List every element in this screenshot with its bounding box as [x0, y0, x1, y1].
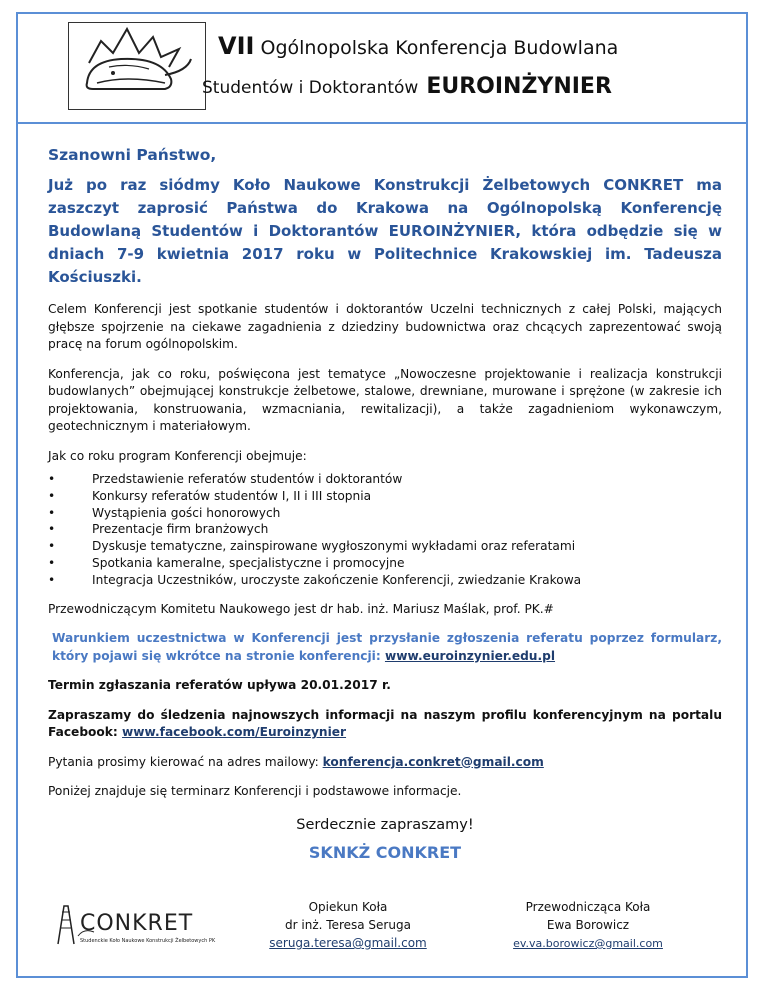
greeting: Szanowni Państwo,: [48, 146, 217, 164]
przewodniczaca-role: Przewodnicząca Koła: [525, 900, 651, 914]
list-item: • Wystąpienia gości honorowych: [48, 505, 722, 522]
program-intro: Jak co roku program Konferencji obejmuje:: [48, 448, 307, 463]
conkret-logo-subtext: Studenckie Koło Naukowe Konstrukcji Żelbetowych PK: [80, 938, 216, 944]
list-item: • Konkursy referatów studentów I, II i III stopnia: [48, 488, 722, 505]
list-item: • Integracja Uczestników, uroczyste zakończenie Konferencji, zwiedzanie Krakowa: [48, 572, 722, 589]
przewodniczaca-email-link[interactable]: ev.va.borowicz@gmail.com: [513, 937, 663, 950]
list-item: • Dyskusje tematyczne, zainspirowane wygłoszonymi wykładami oraz referatami: [48, 538, 722, 555]
participation-condition: Warunkiem uczestnictwa w Konferencji jest przysłanie zgłoszenia referatu poprzez formularz, który pojawi się wkrótce na stronie konferencji: www.euroinzynier.edu.pl: [52, 631, 722, 663]
header-divider: [16, 122, 748, 124]
closing-text: Serdecznie zapraszamy!: [296, 816, 474, 833]
opiekun-email-link[interactable]: seruga.teresa@gmail.com: [269, 936, 427, 950]
footer: [48, 898, 722, 968]
list-item: • Przedstawienie referatów studentów i doktorantów: [48, 471, 722, 488]
facebook-link[interactable]: www.facebook.com/Euroinzynier: [122, 725, 347, 740]
header: [18, 14, 746, 122]
conference-website-link[interactable]: www.euroinzynier.edu.pl: [384, 648, 556, 663]
list-item: • Spotkania kameralne, specjalistyczne i promocyjne: [48, 555, 722, 572]
program-list: [48, 471, 722, 589]
list-item: • Prezentacje firm branżowych: [48, 521, 722, 538]
theme-paragraph: Konferencja, jak co roku, poświęcona jest tematyce „Nowoczesne projektowanie i realizacja konstrukcji budowlanych” obejmującej konstrukcje żelbetowe, stalowe, drewniane, murowane i sprężone (w zakresie ich projektowania, konstruowania, wzmacniania, rewitalizacji), a także zagadnieniom wykonawczym, geotechnicznym i materiałowym.: [48, 366, 722, 433]
conference-title-line2: Studentów i Doktorantów EUROINŻYNIER: [202, 74, 612, 99]
intro-paragraph: Już po raz siódmy Koło Naukowe Konstrukcji Żelbetowych CONKRET ma zaszczyt zaprosić Państwa do Krakowa na Ogólnopolską Konferencję Budowlaną Studentów i Doktorantów EUROINŻYNIER, która odbędzie się w dniach 7-9 kwietnia 2017 roku w Politechnice Krakowskiej im. Tadeusza Kościuszki.: [48, 176, 722, 286]
committee-chair: Przewodniczącym Komitetu Naukowego jest dr hab. inż. Mariusz Maślak, prof. PK.#: [48, 601, 554, 616]
schedule-note: Poniżej znajduje się terminarz Konferencji i podstawowe informacje.: [48, 784, 462, 799]
organization-name: SKNKŻ CONKRET: [308, 842, 462, 862]
przewodniczaca-block: [488, 898, 688, 953]
opiekun-name: dr inż. Teresa Seruga: [285, 918, 411, 932]
opiekun-role: Opiekun Koła: [308, 900, 388, 914]
facebook-paragraph: Zapraszamy do śledzenia najnowszych informacji na naszym profilu konferencyjnym na portalu Facebook: www.facebook.com/Euroinzynier: [48, 707, 722, 740]
deadline-text: Termin zgłaszania referatów upływa 20.01.2017 r.: [48, 678, 391, 693]
conkret-logo: [48, 898, 218, 948]
conkret-logo-text: CONKRET: [80, 911, 194, 936]
email-link[interactable]: konferencja.conkret@gmail.com: [322, 754, 544, 769]
letter-body: [48, 138, 722, 876]
goal-paragraph: Celem Konferencji jest spotkanie studentów i doktorantów Uczelni technicznych z całej Polski, mających głębsze spojrzenie na ciekawe zagadnienia z dziedziny budownictwa oraz chcących zaprezentować swoją pracę na forum ogólnopolskim.: [48, 302, 722, 351]
przewodniczaca-name: Ewa Borowicz: [546, 918, 630, 932]
opiekun-block: [248, 898, 448, 952]
dragon-helmet-logo-icon: [69, 23, 204, 108]
conference-title-line1: VII Ogólnopolska Konferencja Budowlana: [218, 32, 619, 60]
conference-logo: [68, 22, 206, 110]
email-paragraph: Pytania prosimy kierować na adres mailowy: konferencja.conkret@gmail.com: [48, 754, 544, 769]
conkret-tower-logo-icon: [48, 898, 218, 948]
